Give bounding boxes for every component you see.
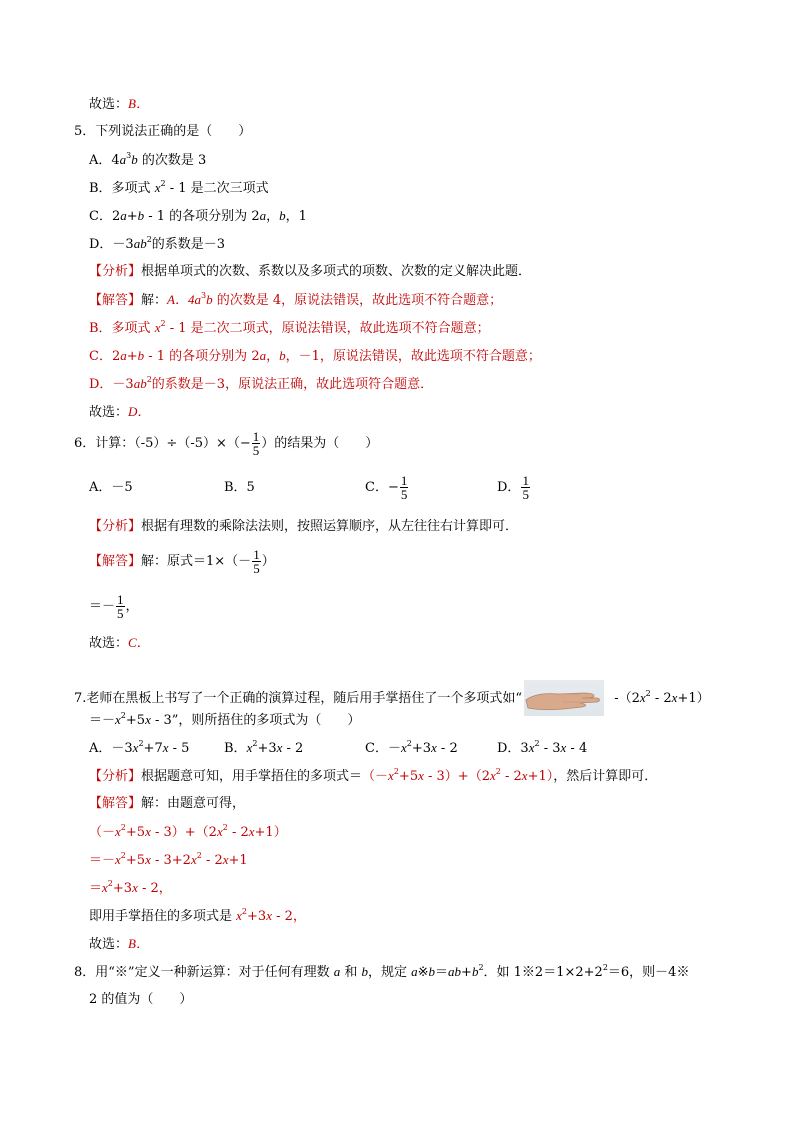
fraction: $\frac{1}{5}$ xyxy=(522,473,529,502)
q5-solution-a: 【解答】解：A．$4a^3b$ 的次数是 4，原说法错误，故此选项不符合题意； xyxy=(89,291,503,308)
q6-option-a: A．－5 xyxy=(89,480,133,495)
q6-step: ＝－ $\frac{1}{5}$ ， xyxy=(89,592,139,621)
q7-answer: 故选：B． xyxy=(89,936,149,952)
q6-analysis: 【分析】根据有理数的乘除法法则，按照运算顺序，从左往往右计算即可． xyxy=(89,519,519,534)
fraction: $\frac{1}{5}$ xyxy=(253,547,260,576)
q5-option-a: A．$4a^3b$ 的次数是 3 xyxy=(89,151,207,168)
analysis-tag: 【分析】 xyxy=(89,264,142,279)
q7-step-3: $=x^2+3x - 2$， xyxy=(89,879,172,896)
q7-conclusion: 即用手掌捂住的多项式是 $x^2+3x - 2$， xyxy=(89,907,306,924)
q5-solution-c: C．2a+b - 1 的各项分别为 2a，b，－1，原说法错误，故此选项不符合题意； xyxy=(89,348,541,364)
q6-solution: 【解答】解：原式＝1×（－ $\frac{1}{5}$ ） xyxy=(89,547,275,576)
q7-option-d: D．$3x^2 - 3x - 4$ xyxy=(497,739,588,756)
q5-option-c: C．2a+b - 1 的各项分别为 2a，b，1 xyxy=(89,208,307,224)
q8-stem-line1: 8．用“※”定义一种新运算：对于任何有理数 a 和 b，规定 $a※b=ab+b^2$．如 $1※2=1\times 2+2^2=6$，则－4※ xyxy=(74,963,690,980)
q7-step-1: $(-x^2+5x - 3)+(2x^2 - 2x+1)$ xyxy=(89,823,287,840)
q5-option-b: B．多项式 $x^2 - 1$ 是二次三项式 xyxy=(89,179,269,196)
q5-analysis: 【分析】根据单项式的次数、系数以及多项式的项数、次数的定义解决此题． xyxy=(89,264,532,279)
q7-step-2: $=-x^2+5x - 3+2x^2 - 2x+1$ xyxy=(89,851,248,868)
q7-stem-line2: $=-x^2+5x - 3$”，则所捂住的多项式为（ ） xyxy=(89,711,361,728)
q5-option-d: D．$-3ab^2$的系数是－3 xyxy=(89,235,226,252)
q5-solution-d: D．$-3ab^2$的系数是－3，原说法正确，故此选项符合题意． xyxy=(89,375,434,392)
q5-answer: 故选：D． xyxy=(89,404,151,420)
q7-stem-line1: 7.老师在黑板上书写了一个正确的演算过程，随后用手掌捂住了一个多项式如“ $-(2x^2 - 2x+1)$ xyxy=(74,680,710,717)
analysis-tag: 【分析】 xyxy=(89,769,142,784)
q6-option-b: B．5 xyxy=(224,480,255,495)
q8-stem-line2: 2 的值为（ ） xyxy=(89,992,193,1007)
q7-solution: 【解答】解：由题意可得， xyxy=(89,796,246,811)
analysis-tag: 【分析】 xyxy=(89,519,142,534)
q6-option-c: C．− $\frac{1}{5}$ xyxy=(365,473,408,502)
q6-stem: 6．计算：（-5）÷（-5）×（− $\frac{1}{5}$ ）的结果为（ ） xyxy=(74,429,379,458)
solution-tag: 【解答】 xyxy=(89,293,142,308)
hand-image xyxy=(524,680,604,716)
q6-option-d: D． $\frac{1}{5}$ xyxy=(497,473,529,502)
solution-tag: 【解答】 xyxy=(89,554,142,569)
fraction: $\frac{1}{5}$ xyxy=(400,473,408,502)
q7-option-a: A．$-3x^2+7x - 5$ xyxy=(89,739,190,756)
q7-option-c: C．$-x^2+3x - 2$ xyxy=(365,739,458,756)
q7-option-b: B．$x^2+3x - 2$ xyxy=(224,739,304,756)
solution-tag: 【解答】 xyxy=(89,796,142,811)
q5-stem: 5．下列说法正确的是（ ） xyxy=(74,124,252,139)
fraction: $\frac{1}{5}$ xyxy=(117,592,124,621)
q6-answer: 故选：C． xyxy=(89,635,150,651)
q7-analysis: 【分析】根据题意可知，用手掌捂住的多项式$=(-x^2+5x - 3)+(2x^2 - 2x+1)$，然后计算即可． xyxy=(89,767,658,784)
fraction: $\frac{1}{5}$ xyxy=(252,429,260,458)
q5-solution-b: B．多项式 $x^2 - 1$ 是二次二项式，原说法错误，故此选项不符合题意； xyxy=(89,319,490,336)
answer-line: 故选：B． xyxy=(89,96,149,112)
